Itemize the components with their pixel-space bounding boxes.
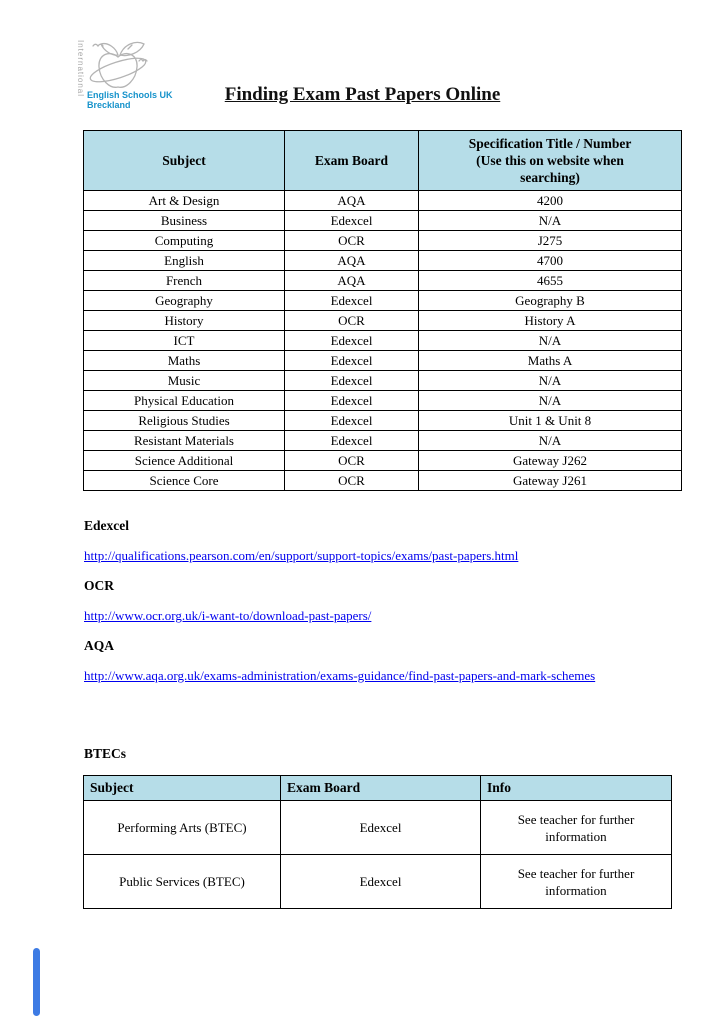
table-cell: Maths A	[419, 351, 682, 371]
table-cell: Edexcel	[285, 391, 419, 411]
resource-link-row	[84, 667, 662, 684]
table-cell: Gateway J261	[419, 471, 682, 491]
btec-table-header-row	[84, 776, 672, 801]
table-cell: Edexcel	[285, 431, 419, 451]
table-cell: AQA	[285, 271, 419, 291]
table-row	[84, 411, 682, 431]
table-cell: Science Core	[84, 471, 285, 491]
table-cell: Physical Education	[84, 391, 285, 411]
aqa-past-papers-link[interactable]: http://www.aqa.org.uk/exams-administration/exams-guidance/find-past-papers-and-mark-schemes	[84, 668, 596, 683]
table-row	[84, 451, 682, 471]
table-cell: Performing Arts (BTEC)	[84, 801, 281, 855]
table-cell: Geography B	[419, 291, 682, 311]
table-cell: Edexcel	[285, 291, 419, 311]
table-cell: Religious Studies	[84, 411, 285, 431]
table-row	[84, 801, 672, 855]
table-row	[84, 391, 682, 411]
table-cell: Business	[84, 211, 285, 231]
table-cell: Resistant Materials	[84, 431, 285, 451]
btec-section-heading: BTECs	[84, 746, 127, 761]
table-cell: Geography	[84, 291, 285, 311]
table-row	[84, 331, 682, 351]
table-row	[84, 471, 682, 491]
spec-header-line: Specification Title / Number	[468, 136, 632, 151]
resource-heading-edexcel: Edexcel	[84, 518, 129, 533]
resource-link-row	[84, 547, 662, 564]
table-cell: AQA	[285, 191, 419, 211]
table-cell: J275	[419, 231, 682, 251]
table-cell: OCR	[285, 311, 419, 331]
table-cell: English	[84, 251, 285, 271]
resource-heading-aqa: AQA	[84, 638, 114, 653]
table-cell: N/A	[419, 211, 682, 231]
table-cell: Maths	[84, 351, 285, 371]
table-cell: 4200	[419, 191, 682, 211]
table-cell: Art & Design	[84, 191, 285, 211]
table-cell: 4655	[419, 271, 682, 291]
table-row	[84, 251, 682, 271]
scrollbar-thumb[interactable]	[33, 948, 40, 1016]
edexcel-past-papers-link[interactable]: http://qualifications.pearson.com/en/support/support-topics/exams/past-papers.html	[84, 548, 519, 563]
table-row	[84, 191, 682, 211]
table-cell: OCR	[285, 471, 419, 491]
main-table	[83, 130, 682, 491]
table-cell: N/A	[419, 371, 682, 391]
table-row	[84, 431, 682, 451]
table-row	[84, 211, 682, 231]
table-cell: See teacher for further information	[481, 855, 672, 909]
table-cell: OCR	[285, 231, 419, 251]
column-header-exam-board: Exam Board	[285, 131, 419, 191]
table-cell: Edexcel	[281, 801, 481, 855]
table-cell: N/A	[419, 391, 682, 411]
table-row	[84, 371, 682, 391]
table-cell: Edexcel	[285, 411, 419, 431]
table-cell: Edexcel	[281, 855, 481, 909]
table-cell: Unit 1 & Unit 8	[419, 411, 682, 431]
column-header-specification	[419, 131, 682, 191]
table-row	[84, 271, 682, 291]
table-row	[84, 231, 682, 251]
btec-table	[83, 775, 672, 909]
btec-column-header-exam-board: Exam Board	[281, 776, 481, 801]
table-cell: AQA	[285, 251, 419, 271]
table-row	[84, 351, 682, 371]
resource-link-row	[84, 607, 662, 624]
spec-header-note: (Use this on website when searching)	[476, 153, 624, 185]
table-cell: 4700	[419, 251, 682, 271]
table-cell: Science Additional	[84, 451, 285, 471]
table-cell: French	[84, 271, 285, 291]
logo-org-name: English Schools UK	[87, 90, 173, 100]
main-table-body	[84, 191, 682, 491]
table-cell: Edexcel	[285, 331, 419, 351]
page-title: Finding Exam Past Papers Online	[224, 84, 501, 105]
logo-vertical-label: International	[76, 40, 85, 98]
ocr-past-papers-link[interactable]: http://www.ocr.org.uk/i-want-to/download-past-papers/	[84, 608, 372, 623]
btec-table-body	[84, 801, 672, 909]
table-cell: N/A	[419, 331, 682, 351]
exam-board-links-section	[84, 517, 662, 697]
table-row	[84, 855, 672, 909]
main-table-header-row	[84, 131, 682, 191]
column-header-subject: Subject	[84, 131, 285, 191]
table-cell: OCR	[285, 451, 419, 471]
table-cell: Edexcel	[285, 351, 419, 371]
btec-column-header-info: Info	[481, 776, 672, 801]
table-cell: ICT	[84, 331, 285, 351]
resource-heading-ocr: OCR	[84, 578, 114, 593]
table-cell: See teacher for further information	[481, 801, 672, 855]
table-cell: Public Services (BTEC)	[84, 855, 281, 909]
table-cell: Edexcel	[285, 371, 419, 391]
table-cell: Edexcel	[285, 211, 419, 231]
table-row	[84, 311, 682, 331]
table-cell: Computing	[84, 231, 285, 251]
table-cell: Music	[84, 371, 285, 391]
table-row	[84, 291, 682, 311]
table-cell: History	[84, 311, 285, 331]
btec-column-header-subject: Subject	[84, 776, 281, 801]
table-cell: Gateway J262	[419, 451, 682, 471]
table-cell: N/A	[419, 431, 682, 451]
logo-org-location: Breckland	[87, 100, 131, 110]
table-cell: History A	[419, 311, 682, 331]
